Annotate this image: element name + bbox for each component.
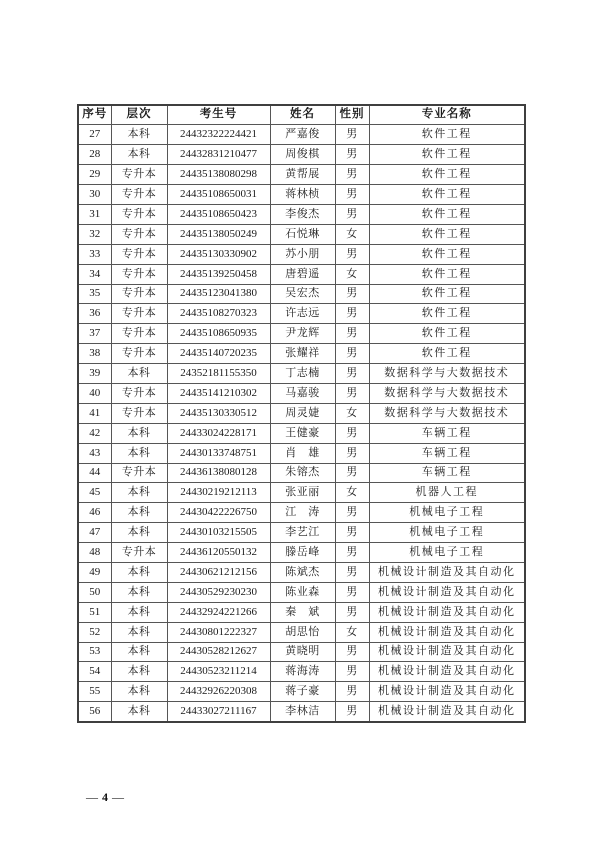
gender-cell: 女 xyxy=(335,483,369,503)
column-header-index: 序号 xyxy=(78,105,111,125)
gender-cell: 男 xyxy=(335,702,369,722)
table-row xyxy=(78,125,525,145)
gender-cell: 男 xyxy=(335,125,369,145)
number-cell: 24430219212113 xyxy=(167,483,270,503)
table-row xyxy=(78,463,525,483)
admission-list-table xyxy=(77,104,526,723)
number-cell: 24435108650031 xyxy=(167,185,270,205)
level-cell: 本科 xyxy=(111,125,167,145)
name-cell: 肖 雄 xyxy=(270,443,335,463)
table-row xyxy=(78,204,525,224)
table-row xyxy=(78,622,525,642)
name-cell: 马嘉骏 xyxy=(270,383,335,403)
level-cell: 专升本 xyxy=(111,543,167,563)
table-row xyxy=(78,304,525,324)
gender-cell: 男 xyxy=(335,165,369,185)
name-cell: 李俊杰 xyxy=(270,204,335,224)
level-cell: 本科 xyxy=(111,582,167,602)
gender-cell: 男 xyxy=(335,463,369,483)
name-cell: 陈斌杰 xyxy=(270,562,335,582)
level-cell: 本科 xyxy=(111,702,167,722)
table-row xyxy=(78,364,525,384)
major-cell: 机械电子工程 xyxy=(369,523,525,543)
index-cell: 29 xyxy=(78,165,111,185)
gender-cell: 女 xyxy=(335,224,369,244)
name-cell: 秦 斌 xyxy=(270,602,335,622)
name-cell: 吴宏杰 xyxy=(270,284,335,304)
table-row xyxy=(78,642,525,662)
name-cell: 苏小朋 xyxy=(270,244,335,264)
index-cell: 35 xyxy=(78,284,111,304)
number-cell: 24430133748751 xyxy=(167,443,270,463)
table-row xyxy=(78,185,525,205)
table-row xyxy=(78,443,525,463)
table-row xyxy=(78,244,525,264)
level-cell: 本科 xyxy=(111,483,167,503)
level-cell: 本科 xyxy=(111,602,167,622)
table-row xyxy=(78,145,525,165)
name-cell: 陈业森 xyxy=(270,582,335,602)
level-cell: 本科 xyxy=(111,662,167,682)
index-cell: 46 xyxy=(78,503,111,523)
name-cell: 周俊棋 xyxy=(270,145,335,165)
major-cell: 软件工程 xyxy=(369,324,525,344)
gender-cell: 男 xyxy=(335,364,369,384)
table-row xyxy=(78,344,525,364)
gender-cell: 男 xyxy=(335,344,369,364)
name-cell: 滕岳峰 xyxy=(270,543,335,563)
table-row xyxy=(78,503,525,523)
number-cell: 24430528212627 xyxy=(167,642,270,662)
level-cell: 本科 xyxy=(111,622,167,642)
name-cell: 许志远 xyxy=(270,304,335,324)
number-cell: 24430103215505 xyxy=(167,523,270,543)
table-row xyxy=(78,264,525,284)
major-cell: 软件工程 xyxy=(369,244,525,264)
table-row xyxy=(78,165,525,185)
major-cell: 软件工程 xyxy=(369,165,525,185)
number-cell: 24435130330902 xyxy=(167,244,270,264)
level-cell: 本科 xyxy=(111,503,167,523)
name-cell: 李艺江 xyxy=(270,523,335,543)
table-row xyxy=(78,224,525,244)
name-cell: 李林洁 xyxy=(270,702,335,722)
gender-cell: 男 xyxy=(335,523,369,543)
number-cell: 24435123041380 xyxy=(167,284,270,304)
index-cell: 45 xyxy=(78,483,111,503)
index-cell: 40 xyxy=(78,383,111,403)
level-cell: 专升本 xyxy=(111,284,167,304)
index-cell: 55 xyxy=(78,682,111,702)
number-cell: 24436138080128 xyxy=(167,463,270,483)
index-cell: 32 xyxy=(78,224,111,244)
column-header-gender: 性别 xyxy=(335,105,369,125)
gender-cell: 男 xyxy=(335,602,369,622)
level-cell: 本科 xyxy=(111,682,167,702)
index-cell: 34 xyxy=(78,264,111,284)
number-cell: 24430801222327 xyxy=(167,622,270,642)
number-cell: 24435130330512 xyxy=(167,403,270,423)
gender-cell: 男 xyxy=(335,582,369,602)
gender-cell: 男 xyxy=(335,185,369,205)
name-cell: 黄晓明 xyxy=(270,642,335,662)
column-header-level: 层次 xyxy=(111,105,167,125)
name-cell: 石悦琳 xyxy=(270,224,335,244)
index-cell: 54 xyxy=(78,662,111,682)
gender-cell: 男 xyxy=(335,284,369,304)
page-footer xyxy=(86,790,125,805)
major-cell: 软件工程 xyxy=(369,344,525,364)
table-row xyxy=(78,662,525,682)
major-cell: 数据科学与大数据技术 xyxy=(369,383,525,403)
name-cell: 朱镕杰 xyxy=(270,463,335,483)
major-cell: 车辆工程 xyxy=(369,463,525,483)
table-row xyxy=(78,523,525,543)
major-cell: 机械设计制造及其自动化 xyxy=(369,662,525,682)
gender-cell: 男 xyxy=(335,543,369,563)
level-cell: 专升本 xyxy=(111,403,167,423)
number-cell: 24436120550132 xyxy=(167,543,270,563)
gender-cell: 男 xyxy=(335,662,369,682)
table-row xyxy=(78,324,525,344)
number-cell: 24435140720235 xyxy=(167,344,270,364)
major-cell: 软件工程 xyxy=(369,145,525,165)
major-cell: 软件工程 xyxy=(369,224,525,244)
level-cell: 专升本 xyxy=(111,244,167,264)
name-cell: 蒋海涛 xyxy=(270,662,335,682)
column-header-major: 专业名称 xyxy=(369,105,525,125)
gender-cell: 男 xyxy=(335,642,369,662)
major-cell: 车辆工程 xyxy=(369,423,525,443)
gender-cell: 男 xyxy=(335,443,369,463)
name-cell: 蒋林桢 xyxy=(270,185,335,205)
table-row xyxy=(78,483,525,503)
index-cell: 39 xyxy=(78,364,111,384)
major-cell: 车辆工程 xyxy=(369,443,525,463)
index-cell: 44 xyxy=(78,463,111,483)
level-cell: 专升本 xyxy=(111,165,167,185)
gender-cell: 男 xyxy=(335,244,369,264)
name-cell: 黄帮展 xyxy=(270,165,335,185)
major-cell: 软件工程 xyxy=(369,204,525,224)
index-cell: 41 xyxy=(78,403,111,423)
index-cell: 43 xyxy=(78,443,111,463)
footer-dash-right: — xyxy=(112,790,125,804)
number-cell: 24435138050249 xyxy=(167,224,270,244)
gender-cell: 男 xyxy=(335,423,369,443)
level-cell: 本科 xyxy=(111,145,167,165)
name-cell: 胡思怡 xyxy=(270,622,335,642)
column-header-name: 姓名 xyxy=(270,105,335,125)
major-cell: 机械设计制造及其自动化 xyxy=(369,582,525,602)
number-cell: 24435139250458 xyxy=(167,264,270,284)
column-header-number: 考生号 xyxy=(167,105,270,125)
major-cell: 数据科学与大数据技术 xyxy=(369,364,525,384)
number-cell: 24432924221266 xyxy=(167,602,270,622)
name-cell: 唐碧遥 xyxy=(270,264,335,284)
major-cell: 机器人工程 xyxy=(369,483,525,503)
number-cell: 24433024228171 xyxy=(167,423,270,443)
table-header-row xyxy=(78,105,525,125)
index-cell: 38 xyxy=(78,344,111,364)
name-cell: 江 涛 xyxy=(270,503,335,523)
index-cell: 52 xyxy=(78,622,111,642)
index-cell: 51 xyxy=(78,602,111,622)
number-cell: 24435108650423 xyxy=(167,204,270,224)
index-cell: 48 xyxy=(78,543,111,563)
index-cell: 49 xyxy=(78,562,111,582)
table-row xyxy=(78,403,525,423)
major-cell: 机械设计制造及其自动化 xyxy=(369,602,525,622)
major-cell: 机械设计制造及其自动化 xyxy=(369,702,525,722)
gender-cell: 男 xyxy=(335,682,369,702)
table-row xyxy=(78,423,525,443)
major-cell: 机械设计制造及其自动化 xyxy=(369,642,525,662)
number-cell: 24435141210302 xyxy=(167,383,270,403)
index-cell: 56 xyxy=(78,702,111,722)
table-row xyxy=(78,702,525,722)
number-cell: 24435108270323 xyxy=(167,304,270,324)
major-cell: 机械设计制造及其自动化 xyxy=(369,682,525,702)
table-row xyxy=(78,383,525,403)
name-cell: 尹龙辉 xyxy=(270,324,335,344)
table-row xyxy=(78,284,525,304)
table-row xyxy=(78,602,525,622)
number-cell: 24432322224421 xyxy=(167,125,270,145)
name-cell: 丁志楠 xyxy=(270,364,335,384)
table-row xyxy=(78,562,525,582)
number-cell: 24430529230230 xyxy=(167,582,270,602)
level-cell: 专升本 xyxy=(111,185,167,205)
level-cell: 专升本 xyxy=(111,344,167,364)
gender-cell: 男 xyxy=(335,145,369,165)
level-cell: 专升本 xyxy=(111,204,167,224)
gender-cell: 男 xyxy=(335,304,369,324)
gender-cell: 女 xyxy=(335,622,369,642)
number-cell: 24430621212156 xyxy=(167,562,270,582)
number-cell: 24433027211167 xyxy=(167,702,270,722)
index-cell: 33 xyxy=(78,244,111,264)
number-cell: 24432926220308 xyxy=(167,682,270,702)
major-cell: 机械电子工程 xyxy=(369,503,525,523)
level-cell: 本科 xyxy=(111,523,167,543)
number-cell: 24430422226750 xyxy=(167,503,270,523)
number-cell: 24432831210477 xyxy=(167,145,270,165)
number-cell: 24435138080298 xyxy=(167,165,270,185)
major-cell: 软件工程 xyxy=(369,304,525,324)
level-cell: 本科 xyxy=(111,423,167,443)
name-cell: 严嘉俊 xyxy=(270,125,335,145)
level-cell: 本科 xyxy=(111,642,167,662)
name-cell: 蒋子豪 xyxy=(270,682,335,702)
name-cell: 张耀祥 xyxy=(270,344,335,364)
name-cell: 周灵婕 xyxy=(270,403,335,423)
gender-cell: 男 xyxy=(335,324,369,344)
footer-dash-left: — xyxy=(86,790,99,804)
major-cell: 机械设计制造及其自动化 xyxy=(369,562,525,582)
index-cell: 50 xyxy=(78,582,111,602)
level-cell: 本科 xyxy=(111,364,167,384)
major-cell: 机械设计制造及其自动化 xyxy=(369,622,525,642)
level-cell: 专升本 xyxy=(111,463,167,483)
major-cell: 机械电子工程 xyxy=(369,543,525,563)
major-cell: 软件工程 xyxy=(369,264,525,284)
level-cell: 专升本 xyxy=(111,224,167,244)
gender-cell: 男 xyxy=(335,503,369,523)
index-cell: 36 xyxy=(78,304,111,324)
page-number: 4 xyxy=(102,790,109,804)
level-cell: 专升本 xyxy=(111,383,167,403)
index-cell: 31 xyxy=(78,204,111,224)
level-cell: 专升本 xyxy=(111,264,167,284)
index-cell: 28 xyxy=(78,145,111,165)
gender-cell: 女 xyxy=(335,264,369,284)
table-row xyxy=(78,582,525,602)
gender-cell: 男 xyxy=(335,562,369,582)
gender-cell: 男 xyxy=(335,204,369,224)
major-cell: 软件工程 xyxy=(369,185,525,205)
gender-cell: 男 xyxy=(335,383,369,403)
table-row xyxy=(78,682,525,702)
index-cell: 42 xyxy=(78,423,111,443)
major-cell: 软件工程 xyxy=(369,284,525,304)
major-cell: 软件工程 xyxy=(369,125,525,145)
level-cell: 专升本 xyxy=(111,304,167,324)
index-cell: 30 xyxy=(78,185,111,205)
name-cell: 王健豪 xyxy=(270,423,335,443)
index-cell: 47 xyxy=(78,523,111,543)
table-row xyxy=(78,543,525,563)
index-cell: 37 xyxy=(78,324,111,344)
major-cell: 数据科学与大数据技术 xyxy=(369,403,525,423)
gender-cell: 女 xyxy=(335,403,369,423)
index-cell: 27 xyxy=(78,125,111,145)
level-cell: 本科 xyxy=(111,562,167,582)
number-cell: 24352181155350 xyxy=(167,364,270,384)
name-cell: 张亚丽 xyxy=(270,483,335,503)
level-cell: 专升本 xyxy=(111,324,167,344)
number-cell: 24435108650935 xyxy=(167,324,270,344)
level-cell: 本科 xyxy=(111,443,167,463)
index-cell: 53 xyxy=(78,642,111,662)
number-cell: 24430523211214 xyxy=(167,662,270,682)
